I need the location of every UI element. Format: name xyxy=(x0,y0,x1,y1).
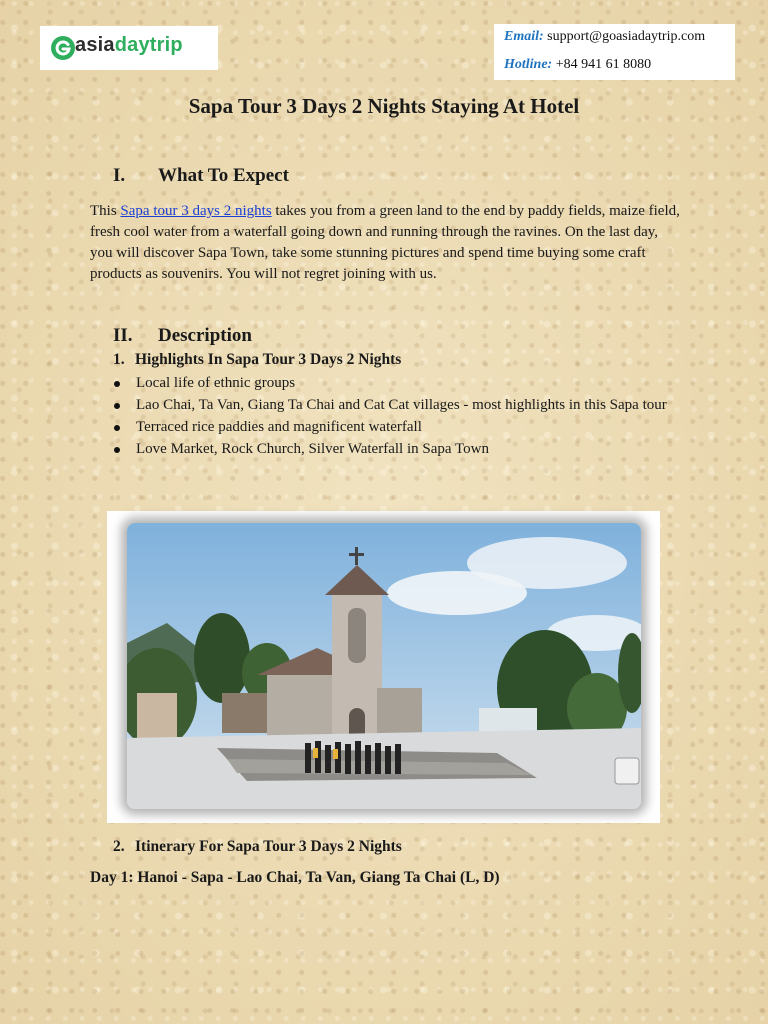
section-heading-description xyxy=(113,325,252,347)
email-link[interactable]: support@goasiadaytrip.com xyxy=(547,29,706,44)
list-item: Love Market, Rock Church, Silver Waterfall in Sapa Town xyxy=(112,439,672,461)
section-heading-what-to-expect xyxy=(113,165,289,187)
section-title: What To Expect xyxy=(158,165,289,186)
day-1-heading: Day 1: Hanoi - Sapa - Lao Chai, Ta Van, Giang Ta Chai (L, D) xyxy=(90,869,500,886)
sapa-tour-link[interactable]: Sapa tour 3 days 2 nights xyxy=(120,203,272,219)
email-line xyxy=(504,29,705,45)
section-number: I. xyxy=(113,165,126,186)
list-item: Lao Chai, Ta Van, Giang Ta Chai and Cat Cat villages - most highlights in this Sapa tour xyxy=(112,395,672,417)
contact-box xyxy=(494,24,735,80)
subheading-itinerary: 2. Itinerary For Sapa Tour 3 Days 2 Nights xyxy=(113,838,402,855)
intro-paragraph: This Sapa tour 3 days 2 nights takes you from a green land to the end by paddy fields, maize field, fresh cool water from a waterfall going down and running through the ravines. On the last day, you will discover Sapa Town, take some stunning pictures and spend time buying some craft products as souvenirs. You will not regret joining with us. xyxy=(90,203,680,282)
sapa-church-photo xyxy=(127,523,641,809)
goasiadaytrip-logo-icon xyxy=(50,35,76,61)
photo-frame xyxy=(107,511,660,823)
logo-wordmark: asiadaytrip xyxy=(75,34,183,56)
bullet-icon xyxy=(114,381,120,387)
page-title: Sapa Tour 3 Days 2 Nights Staying At Hotel xyxy=(188,94,580,118)
email-label: Email: xyxy=(504,29,544,44)
list-item: Terraced rice paddies and magnificent waterfall xyxy=(112,417,672,439)
bullet-icon xyxy=(114,403,120,409)
list-item: Local life of ethnic groups xyxy=(112,373,672,395)
subheading-highlights: 1. Highlights In Sapa Tour 3 Days 2 Nights xyxy=(113,351,402,368)
hotline-label: Hotline: xyxy=(504,57,553,72)
hotline-line xyxy=(504,57,651,73)
section-title: Description xyxy=(158,325,252,346)
highlights-list xyxy=(112,373,672,461)
bullet-icon xyxy=(114,447,120,453)
bullet-icon xyxy=(114,425,120,431)
hotline-number[interactable]: +84 941 61 8080 xyxy=(555,57,652,72)
logo[interactable] xyxy=(40,26,218,70)
section-number: II. xyxy=(113,325,133,346)
